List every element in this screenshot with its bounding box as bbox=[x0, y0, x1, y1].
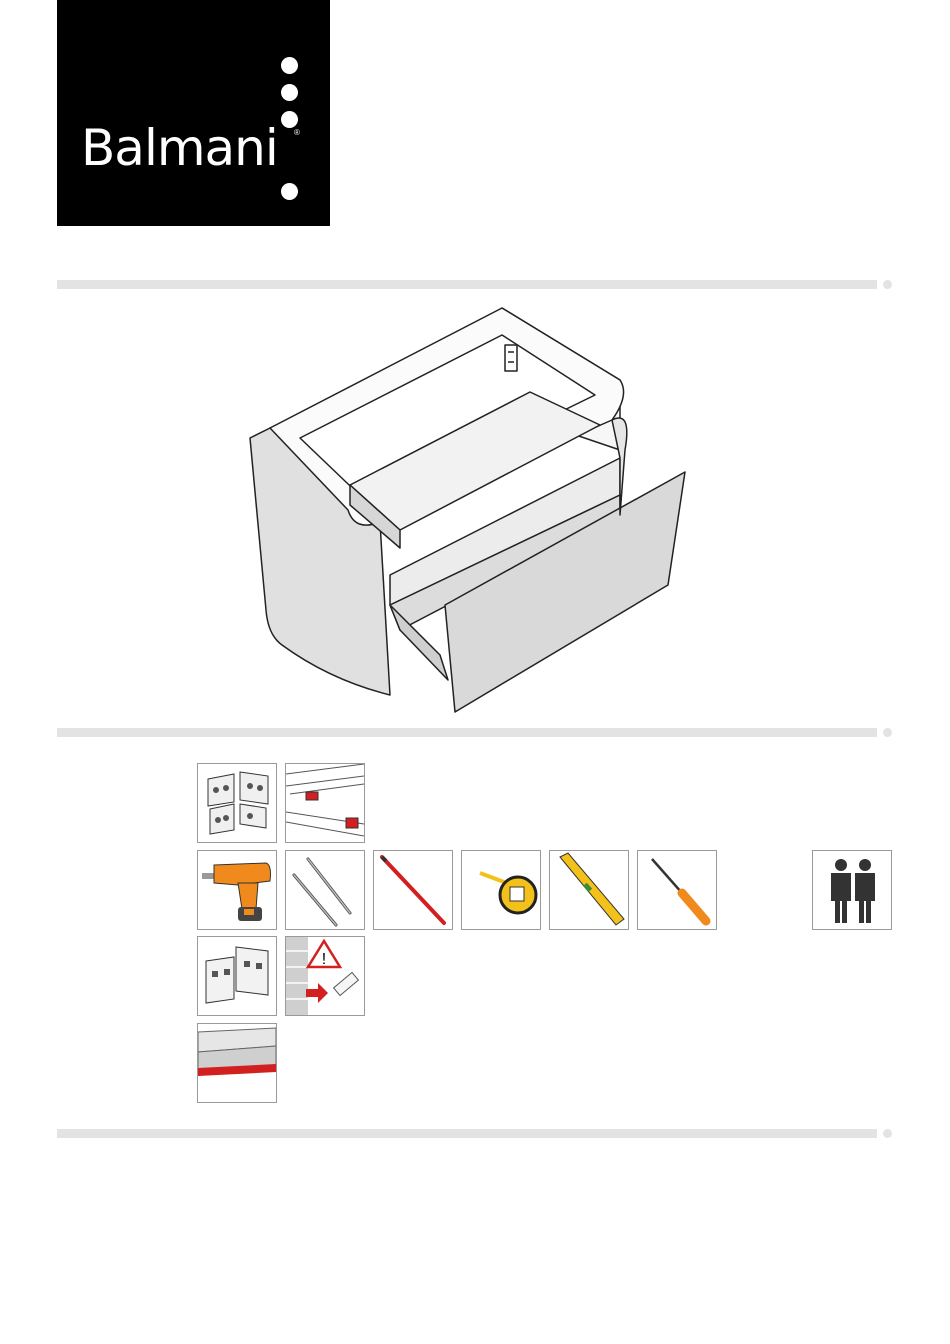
section-divider bbox=[57, 728, 877, 737]
logo-dot bbox=[281, 183, 298, 200]
svg-text:!: ! bbox=[321, 951, 327, 968]
cordless-drill-icon bbox=[197, 850, 277, 930]
vanity-cabinet-with-drawer-icon bbox=[240, 300, 700, 720]
section-divider-dot bbox=[883, 280, 892, 289]
tape-measure-icon bbox=[461, 850, 541, 930]
registered-mark: ® bbox=[294, 128, 300, 137]
two-persons-icon bbox=[812, 850, 892, 930]
logo-dot bbox=[281, 84, 298, 101]
pencil-icon bbox=[373, 850, 453, 930]
brand-logo bbox=[57, 0, 330, 226]
section-divider-dot bbox=[883, 728, 892, 737]
silicone-seal-icon bbox=[197, 1023, 277, 1103]
wall-brackets-icon bbox=[197, 936, 277, 1016]
spirit-level-icon bbox=[549, 850, 629, 930]
section-divider bbox=[57, 280, 877, 289]
drill-bits-icon bbox=[285, 850, 365, 930]
wall-plugs-warning-icon bbox=[285, 936, 365, 1016]
section-divider bbox=[57, 1129, 877, 1138]
section-divider-dot bbox=[883, 1129, 892, 1138]
drawer-runner-clips-icon bbox=[285, 763, 365, 843]
phillips-screwdriver-icon bbox=[637, 850, 717, 930]
logo-dot bbox=[281, 111, 298, 128]
hinge-brackets-icon bbox=[197, 763, 277, 843]
logo-dot bbox=[281, 57, 298, 74]
brand-name: Balmani bbox=[81, 119, 278, 177]
